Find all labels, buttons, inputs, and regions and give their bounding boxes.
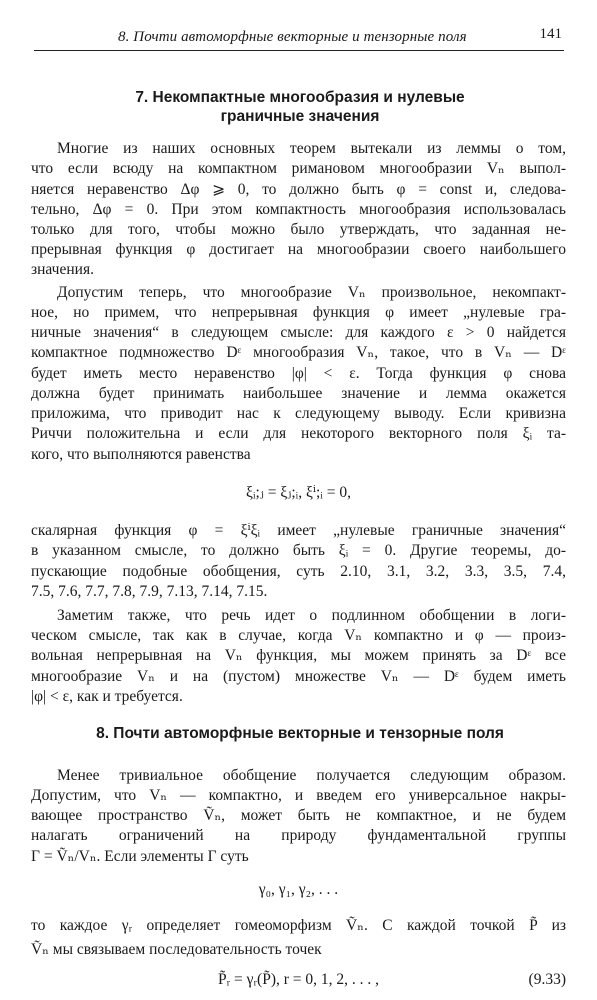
text-line: Риччи положительна и если для некоторого векторного поля ξᵢ та- xyxy=(31,425,566,442)
section-8-heading: 8. Почти автоморфные векторные и тензорные поля xyxy=(96,725,504,742)
text-line: Допустим, что Vₙ — компактно, и введем его универсальное накры- xyxy=(31,787,566,804)
text-line: значения. xyxy=(31,261,94,278)
text-line: приложима, что приводит нас к следующему выводу. Если кривизна xyxy=(31,405,566,422)
text-line: то каждое γᵣ определяет гомеоморфизм Ṽₙ. С каждой точкой P̃ из xyxy=(31,917,566,934)
text-line: Ṽₙ мы связываем последовательность точек xyxy=(31,941,322,958)
text-line: вольная непрерывная на Vₙ функция, мы можем принять за Dᵋ все xyxy=(31,647,566,664)
equation: P̃ᵣ = γᵣ(P̃), r = 0, 1, 2, . . . , xyxy=(217,971,380,988)
text-line: в указанном смысле, то должно быть ξᵢ = 0. Другие теоремы, до- xyxy=(31,542,566,559)
text-line: 7.5, 7.6, 7.7, 7.8, 7.9, 7.13, 7.14, 7.15. xyxy=(31,583,268,600)
text-line: вающее пространство Ṽₙ, может быть не компактное, и не будем xyxy=(31,807,566,824)
text-line: что если всюду на компактном римановом многообразии Vₙ выпол- xyxy=(31,160,566,177)
text-line: будет иметь место неравенство |φ| < ε. Тогда функция φ снова xyxy=(31,365,566,382)
text-line: компактное подмножество Dᵋ многообразия Vₙ, такое, что в Vₙ — Dᵋ xyxy=(31,344,566,361)
text-line: скалярная функция φ = ξⁱξᵢ имеет „нулевые граничные значения“ xyxy=(31,522,566,539)
text-line: налагать ограничений на природу фундаментальной группы xyxy=(31,827,566,844)
section-7-heading xyxy=(30,88,570,126)
text-line: многообразие Vₙ и на (пустом) множестве Vₙ — Dᵋ будем иметь xyxy=(31,668,566,685)
section-7-heading-line-1: 7. Некомпактные многообразия и нулевые xyxy=(135,89,465,106)
text-line: прерывная функция φ достигает на многообразии своего наибольшего xyxy=(31,241,566,258)
equation-number: (9.33) xyxy=(528,971,566,988)
running-header-title: 8. Почти автоморфные векторные и тензорные поля xyxy=(118,29,467,45)
equation: γ₀, γ₁, γ₂, . . . xyxy=(258,881,339,898)
text-line: ное, но примем, что непрерывная функция φ имеет „нулевые гра- xyxy=(31,304,566,321)
text-line: должна будет принимать наибольшее значение и лемма окажется xyxy=(31,385,566,402)
text-line: |φ| < ε, как и требуется. xyxy=(31,688,183,705)
section-7-heading-line-2: граничные значения xyxy=(220,108,380,125)
text-line: Заметим также, что речь идет о подлинном обобщении в логи- xyxy=(57,607,566,624)
text-line: Многие из наших основных теорем вытекали из леммы о том, xyxy=(57,140,566,157)
equation: ξᵢ;ⱼ = ξⱼ;ᵢ, ξⁱ;ᵢ = 0, xyxy=(246,484,351,501)
text-line: кого, что выполняются равенства xyxy=(31,446,251,463)
text-line: няется неравенство Δφ ⩾ 0, то должно быть φ = const и, следова- xyxy=(31,181,566,198)
running-header xyxy=(34,22,564,51)
text-line: Допустим теперь, что многообразие Vₙ произвольное, некомпакт- xyxy=(57,284,566,301)
text-line: ничные значения“ в следующем смысле: для каждого ε > 0 найдется xyxy=(31,324,566,341)
text-line: Менее тривиальное обобщение получается следующим образом. xyxy=(57,767,566,784)
text-line: пускающие подобные обобщения, суть 2.10, 3.1, 3.2, 3.3, 3.5, 7.4, xyxy=(31,563,566,580)
text-line: ческом смысле, так как в случае, когда Vₙ компактно и φ — произ- xyxy=(31,627,566,644)
text-line: тельно, Δφ = 0. При этом компактность многообразия использовалась xyxy=(31,201,566,218)
page-number: 141 xyxy=(539,26,562,42)
text-line: только для того, чтобы можно было утверждать, что заданная не- xyxy=(31,221,566,238)
text-line: Γ = Ṽₙ/Vₙ. Если элементы Γ суть xyxy=(31,848,249,865)
